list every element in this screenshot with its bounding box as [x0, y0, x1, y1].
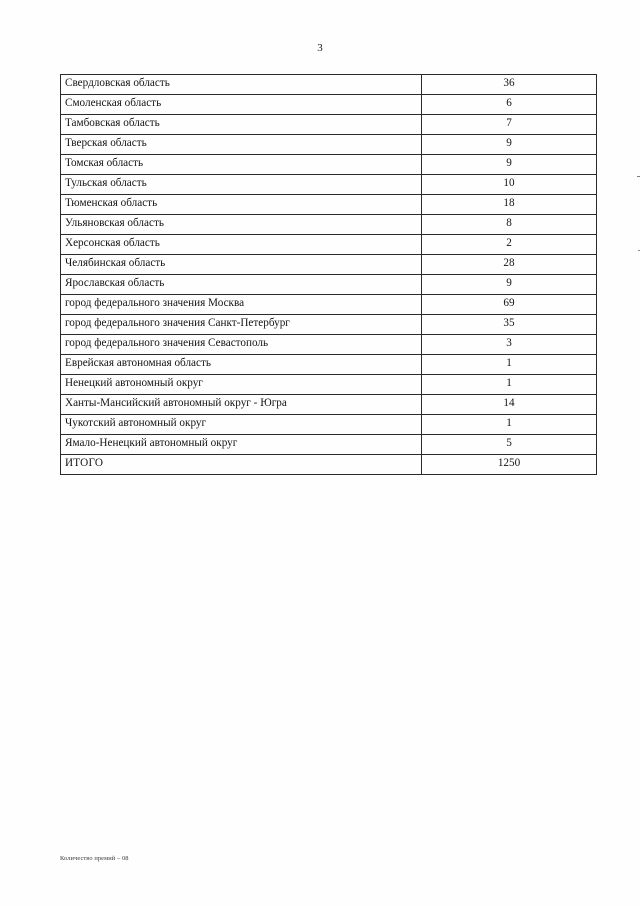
- region-count-cell: 14: [422, 395, 597, 415]
- region-count-cell: 9: [422, 275, 597, 295]
- region-name-cell: Тюменская область: [61, 195, 422, 215]
- region-count-cell: 1250: [422, 455, 597, 475]
- region-name-cell: Херсонская область: [61, 235, 422, 255]
- table-row: [61, 95, 597, 115]
- region-count-cell: 1: [422, 415, 597, 435]
- region-count-cell: 35: [422, 315, 597, 335]
- region-name-cell: Томская область: [61, 155, 422, 175]
- region-count-cell: 7: [422, 115, 597, 135]
- footer-note: Количество премий – 08: [60, 855, 129, 862]
- table-row: [61, 455, 597, 475]
- region-name-cell: Ненецкий автономный округ: [61, 375, 422, 395]
- table-row: [61, 315, 597, 335]
- table-row: [61, 115, 597, 135]
- table-row: [61, 375, 597, 395]
- table-row: [61, 295, 597, 315]
- region-name-cell: Смоленская область: [61, 95, 422, 115]
- region-name-cell: Свердловская область: [61, 75, 422, 95]
- table-row: [61, 355, 597, 375]
- region-name-cell: Тульская область: [61, 175, 422, 195]
- region-name-cell: Еврейская автономная область: [61, 355, 422, 375]
- table-row: [61, 395, 597, 415]
- region-count-cell: 36: [422, 75, 597, 95]
- region-name-cell: Ямало-Ненецкий автономный округ: [61, 435, 422, 455]
- region-count-cell: 28: [422, 255, 597, 275]
- region-count-cell: 1: [422, 355, 597, 375]
- table-row: [61, 155, 597, 175]
- region-name-cell: Челябинская область: [61, 255, 422, 275]
- region-count-cell: 3: [422, 335, 597, 355]
- region-count-cell: 6: [422, 95, 597, 115]
- table-row: [61, 135, 597, 155]
- region-name-cell: Тверская область: [61, 135, 422, 155]
- region-name-cell: ИТОГО: [61, 455, 422, 475]
- table-row: [61, 195, 597, 215]
- region-name-cell: Ульяновская область: [61, 215, 422, 235]
- region-name-cell: город федерального значения Санкт-Петербург: [61, 315, 422, 335]
- region-count-cell: 9: [422, 155, 597, 175]
- region-name-cell: Тамбовская область: [61, 115, 422, 135]
- region-count-cell: 10: [422, 175, 597, 195]
- table-row: [61, 415, 597, 435]
- region-name-cell: Ярославская область: [61, 275, 422, 295]
- region-count-cell: 1: [422, 375, 597, 395]
- table-row: [61, 335, 597, 355]
- page-number: 3: [317, 42, 323, 54]
- region-name-cell: город федерального значения Москва: [61, 295, 422, 315]
- table-row: [61, 275, 597, 295]
- region-count-cell: 8: [422, 215, 597, 235]
- region-count-cell: 5: [422, 435, 597, 455]
- regions-table: [60, 74, 597, 475]
- table-row: [61, 175, 597, 195]
- regions-table-container: [60, 74, 578, 475]
- region-count-cell: 69: [422, 295, 597, 315]
- region-count-cell: 2: [422, 235, 597, 255]
- table-row: [61, 435, 597, 455]
- region-name-cell: Ханты-Мансийский автономный округ - Югра: [61, 395, 422, 415]
- table-row: [61, 75, 597, 95]
- region-name-cell: город федерального значения Севастополь: [61, 335, 422, 355]
- table-row: [61, 255, 597, 275]
- region-name-cell: Чукотский автономный округ: [61, 415, 422, 435]
- table-row: [61, 235, 597, 255]
- regions-table-body: [61, 75, 597, 475]
- region-count-cell: 18: [422, 195, 597, 215]
- table-row: [61, 215, 597, 235]
- region-count-cell: 9: [422, 135, 597, 155]
